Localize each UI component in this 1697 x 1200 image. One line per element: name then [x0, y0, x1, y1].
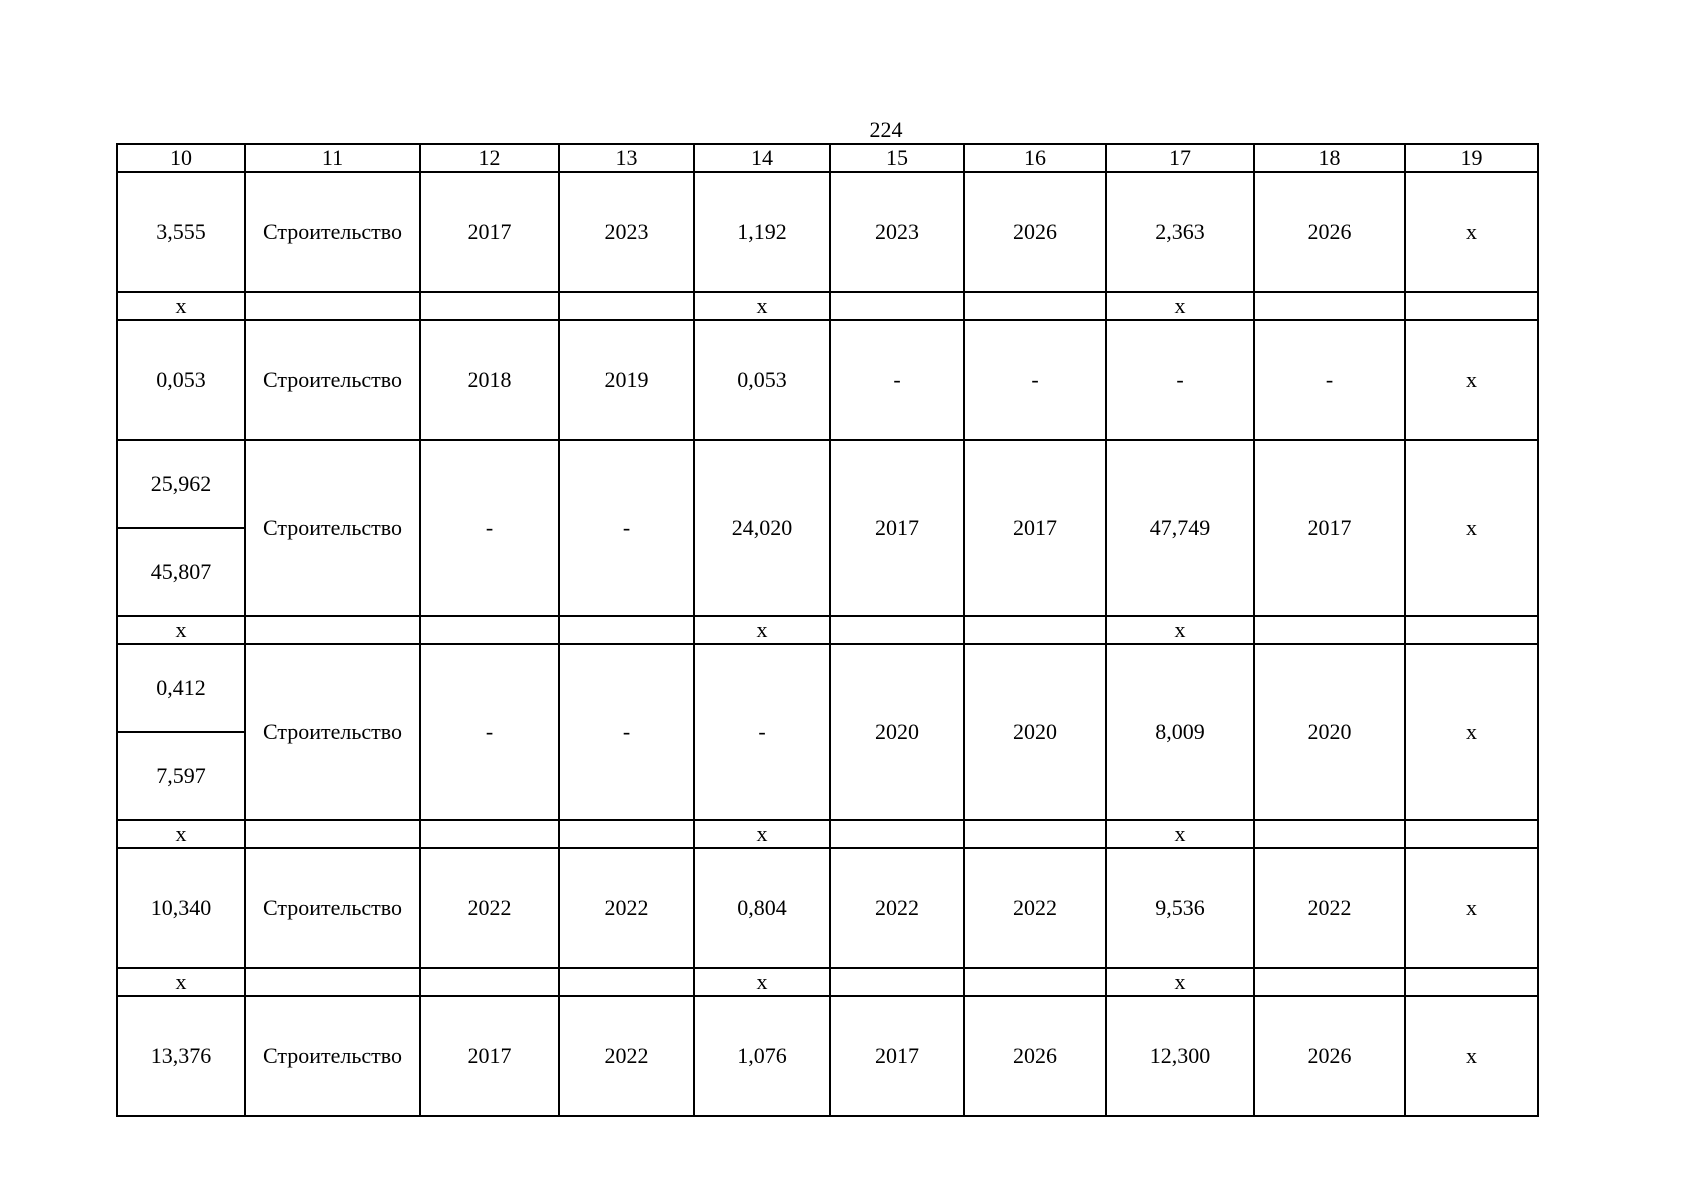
table-cell: 24,020 [694, 440, 830, 616]
table-cell: Строительство [245, 848, 420, 968]
table-cell [559, 820, 694, 848]
table-cell: 2026 [1254, 172, 1405, 292]
table-cell [420, 820, 559, 848]
table-cell: х [1405, 644, 1538, 820]
table-cell [830, 616, 964, 644]
table-cell [420, 292, 559, 320]
marker-row [117, 820, 1538, 848]
table-row [117, 172, 1538, 292]
table-row [117, 996, 1538, 1116]
table-cell: х [1405, 996, 1538, 1116]
table-cell: х [694, 616, 830, 644]
table-cell: 2017 [420, 996, 559, 1116]
table-cell: х [1106, 820, 1254, 848]
table-cell [1405, 616, 1538, 644]
table-cell: 2026 [964, 996, 1106, 1116]
table-cell: 12,300 [1106, 996, 1254, 1116]
table-cell [1405, 968, 1538, 996]
column-header: 16 [964, 144, 1106, 172]
table-cell: 2,363 [1106, 172, 1254, 292]
table-cell: 2017 [420, 172, 559, 292]
table-cell [1254, 292, 1405, 320]
table-cell: Строительство [245, 440, 420, 616]
table-cell: 0,053 [117, 320, 245, 440]
table-cell: 8,009 [1106, 644, 1254, 820]
table-cell: х [1106, 292, 1254, 320]
table-cell: 2017 [830, 996, 964, 1116]
table-cell: 2022 [559, 848, 694, 968]
table-cell: - [1254, 320, 1405, 440]
table-row [117, 320, 1538, 440]
column-header: 19 [1405, 144, 1538, 172]
table-cell [420, 968, 559, 996]
table-cell [1254, 616, 1405, 644]
table-cell: 0,053 [694, 320, 830, 440]
table-cell: 2022 [1254, 848, 1405, 968]
table-cell: Строительство [245, 644, 420, 820]
table-cell: 2017 [964, 440, 1106, 616]
column-header: 18 [1254, 144, 1405, 172]
table-cell: 2026 [964, 172, 1106, 292]
table-cell: х [1405, 848, 1538, 968]
column-header: 13 [559, 144, 694, 172]
table-cell: 2023 [559, 172, 694, 292]
table-cell: 3,555 [117, 172, 245, 292]
table-cell: Строительство [245, 320, 420, 440]
table-cell: 2018 [420, 320, 559, 440]
table-cell: х [117, 616, 245, 644]
table-cell: 7,597 [117, 732, 245, 820]
table-cell [830, 292, 964, 320]
marker-row [117, 292, 1538, 320]
column-header: 10 [117, 144, 245, 172]
table-cell [964, 968, 1106, 996]
table-cell: 10,340 [117, 848, 245, 968]
table-cell: 0,412 [117, 644, 245, 732]
table-cell: 2022 [559, 996, 694, 1116]
table-cell: 9,536 [1106, 848, 1254, 968]
table-cell [964, 820, 1106, 848]
table-cell: 2020 [830, 644, 964, 820]
table-cell: 2022 [420, 848, 559, 968]
page-number: 224 [869, 117, 903, 142]
table-cell: 2023 [830, 172, 964, 292]
table-cell: х [1405, 320, 1538, 440]
table-cell: 13,376 [117, 996, 245, 1116]
table-cell: х [694, 292, 830, 320]
table-cell: 2019 [559, 320, 694, 440]
table-cell: х [1405, 440, 1538, 616]
table-cell: х [1106, 616, 1254, 644]
column-header: 17 [1106, 144, 1254, 172]
table-cell [245, 968, 420, 996]
table-cell: 2022 [964, 848, 1106, 968]
table-row [117, 440, 1538, 528]
table-cell: - [830, 320, 964, 440]
table-row [117, 848, 1538, 968]
table-cell: 25,962 [117, 440, 245, 528]
table-cell [964, 292, 1106, 320]
table-cell [245, 292, 420, 320]
table-cell: Строительство [245, 996, 420, 1116]
header-row [117, 144, 1538, 172]
table-cell: х [117, 968, 245, 996]
table-cell: 2017 [830, 440, 964, 616]
table-cell [1254, 820, 1405, 848]
marker-row [117, 968, 1538, 996]
table-cell [830, 820, 964, 848]
table-cell: х [1106, 968, 1254, 996]
table-cell [559, 616, 694, 644]
table-cell: 0,804 [694, 848, 830, 968]
table-cell: - [1106, 320, 1254, 440]
table-cell: 1,076 [694, 996, 830, 1116]
table-cell [1254, 968, 1405, 996]
table-cell: 2020 [964, 644, 1106, 820]
table-cell: 2026 [1254, 996, 1405, 1116]
table-cell [245, 820, 420, 848]
table-cell: - [964, 320, 1106, 440]
table-cell: 2017 [1254, 440, 1405, 616]
table-cell: х [117, 292, 245, 320]
table-cell [830, 968, 964, 996]
table-cell: 45,807 [117, 528, 245, 616]
table-body [117, 144, 1538, 1116]
table-cell [1405, 820, 1538, 848]
table-cell [964, 616, 1106, 644]
table-cell [245, 616, 420, 644]
table-cell: - [694, 644, 830, 820]
table-cell: х [1405, 172, 1538, 292]
table-cell [1405, 292, 1538, 320]
table-cell: - [559, 440, 694, 616]
table-cell: 2020 [1254, 644, 1405, 820]
table-cell: 47,749 [1106, 440, 1254, 616]
table-cell [559, 968, 694, 996]
table-cell [559, 292, 694, 320]
table-row [117, 644, 1538, 732]
table-cell: х [694, 820, 830, 848]
data-table [116, 143, 1539, 1117]
table-cell: - [420, 644, 559, 820]
table-cell: Строительство [245, 172, 420, 292]
table-cell: - [559, 644, 694, 820]
table-cell [420, 616, 559, 644]
table-cell: х [694, 968, 830, 996]
table-cell: 2022 [830, 848, 964, 968]
column-header: 14 [694, 144, 830, 172]
marker-row [117, 616, 1538, 644]
column-header: 12 [420, 144, 559, 172]
table-cell: х [117, 820, 245, 848]
table-cell: 1,192 [694, 172, 830, 292]
column-header: 11 [245, 144, 420, 172]
column-header: 15 [830, 144, 964, 172]
table-cell: - [420, 440, 559, 616]
